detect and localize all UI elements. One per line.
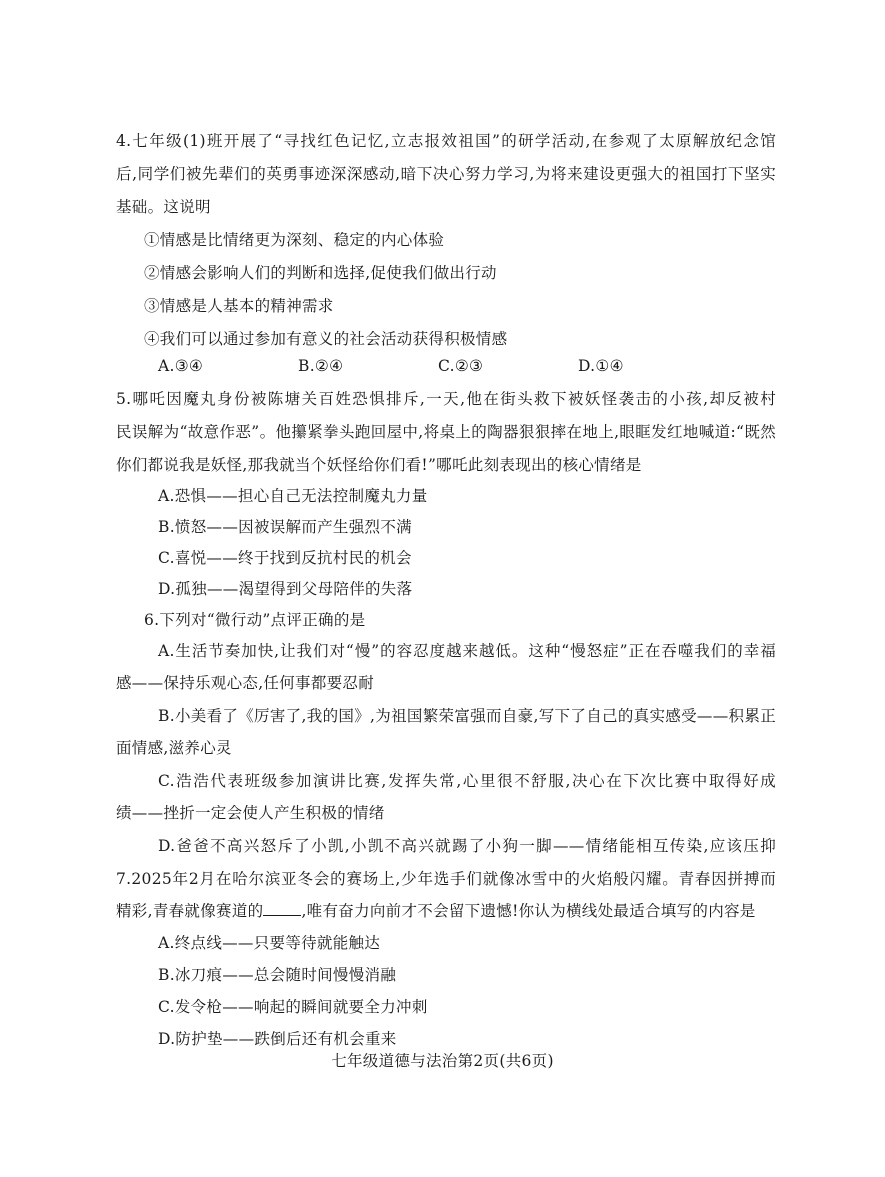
q4-stem-line-2: 后,同学们被先辈们的英勇事迹深深感动,暗下决心努力学习,为将来建设更强大的祖国打下坚实 [116,165,776,183]
q6-stem: 6.下列对“微行动”点评正确的是 [144,611,366,629]
q4-item-2: ②情感会影响人们的判断和选择,促使我们做出行动 [144,264,497,282]
q7-option-c: C.发令枪——响起的瞬间就要全力冲刺 [158,998,428,1016]
q4-choice-d: D.①④ [578,357,624,375]
q7-stem-line-1: 7.2025年2月在哈尔滨亚冬会的赛场上,少年选手们就像冰雪中的火焰般闪耀。青春因拼搏而 [116,870,776,888]
q7-stem-line-2 [116,900,756,922]
q7-option-b: B.冰刀痕——总会随时间慢慢消融 [158,966,397,984]
q7-option-a: A.终点线——只要等待就能触达 [158,934,381,952]
q6-option-a-line-2: 感——保持乐观心态,任何事都要忍耐 [116,674,375,692]
q4-item-3: ③情感是人基本的精神需求 [144,297,334,315]
q7-stem-line-2-after: ,唯有奋力向前才不会留下遗憾!你认为横线处最适合填写的内容是 [301,902,756,920]
q5-stem-line-1: 5.哪吒因魔丸身份被陈塘关百姓恐惧排斥,一天,他在街头救下被妖怪袭击的小孩,却反被村 [116,390,777,408]
q4-item-4: ④我们可以通过参加有意义的社会活动获得积极情感 [144,330,508,348]
q5-option-d: D.孤独——渴望得到父母陪伴的失落 [158,580,413,598]
q4-choice-c: C.②③ [438,357,484,375]
q4-choice-a: A.③④ [158,357,204,375]
q6-option-b-line-1: B.小美看了《厉害了,我的国》,为祖国繁荣富强而自豪,写下了自己的真实感受——积累正 [158,707,776,725]
q6-option-b-line-2: 面情感,滋养心灵 [116,739,232,757]
q5-stem-line-2: 民误解为“故意作恶”。他攥紧拳头跑回屋中,将桌上的陶器狠狠摔在地上,眼眶发红地喊道:“既然 [116,423,776,441]
q5-option-c: C.喜悦——终于找到反抗村民的机会 [158,549,412,567]
q5-stem-line-3: 你们都说我是妖怪,那我就当个妖怪给你们看!”哪吒此刻表现出的核心情绪是 [116,456,642,474]
q7-option-d: D.防护垫——跌倒后还有机会重来 [158,1030,397,1048]
q6-option-d-line-1: D.爸爸不高兴怒斥了小凯,小凯不高兴就踢了小狗一脚——情绪能相互传染,应该压抑 [158,837,776,855]
q6-option-c-line-1: C.浩浩代表班级参加演讲比赛,发挥失常,心里很不舒服,决心在下次比赛中取得好成 [158,772,776,790]
q4-stem-line-1: 4.七年级(1)班开展了“寻找红色记忆,立志报效祖国”的研学活动,在参观了太原解放纪念馆 [116,132,776,150]
q7-stem-line-2-before: 精彩,青春就像赛道的 [116,902,264,920]
q6-option-c-line-2: 绩——挫折一定会使人产生积极的情绪 [116,804,385,822]
q4-item-1: ①情感是比情绪更为深刻、稳定的内心体验 [144,231,445,249]
q5-option-b: B.愤怒——因被误解而产生强烈不满 [158,518,412,536]
q4-stem-line-3: 基础。这说明 [116,198,211,216]
q7-fill-blank [263,901,301,916]
q4-choice-b: B.②④ [298,357,344,375]
q5-option-a: A.恐惧——担心自己无法控制魔丸力量 [158,487,428,505]
page-footer: 七年级道德与法治第2页(共6页) [331,1052,554,1070]
q6-option-a-line-1: A.生活节奏加快,让我们对“慢”的容忍度越来越低。这种“慢怒症”正在吞噬我们的幸福 [158,642,776,660]
